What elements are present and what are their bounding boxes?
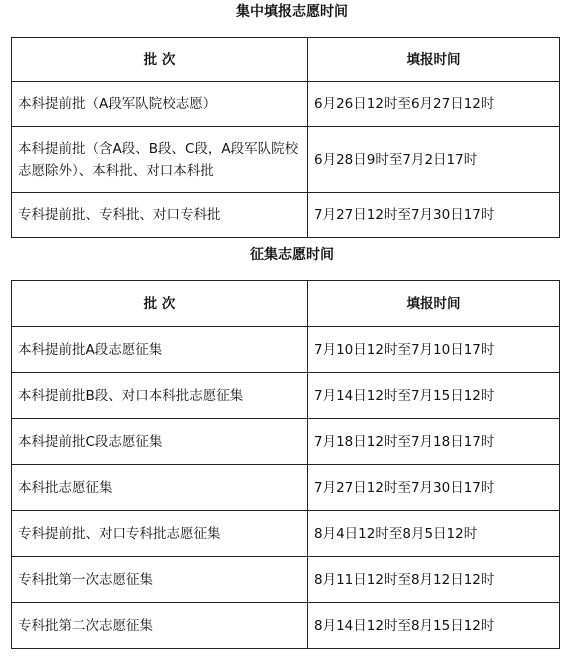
batch-cell: 本科提前批C段志愿征集 — [12, 419, 308, 465]
time-cell: 7月14日12时至7月15日12时 — [308, 373, 560, 419]
table-row — [12, 373, 560, 419]
time-cell: 7月10日12时至7月10日17时 — [308, 327, 560, 373]
batch-cell: 本科提前批B段、对口本科批志愿征集 — [12, 373, 308, 419]
section-title-centralized: 集中填报志愿时间 — [236, 4, 348, 20]
time-cell: 7月27日12时至7月30日17时 — [308, 193, 560, 238]
time-cell: 7月27日12时至7月30日17时 — [308, 465, 560, 511]
batch-cell: 本科提前批（含A段、B段、C段，A段军队院校志愿除外）、本科批、对口本科批 — [12, 127, 308, 193]
header-time: 填报时间 — [308, 38, 560, 82]
time-cell: 6月26日12时至6月27日12时 — [308, 82, 560, 127]
time-cell: 8月11日12时至8月12日12时 — [308, 557, 560, 603]
table-row — [12, 419, 560, 465]
table-row — [12, 603, 560, 649]
table-header-row — [12, 281, 560, 327]
section-title-solicitation: 征集志愿时间 — [250, 247, 334, 263]
batch-cell: 专科提前批、对口专科批志愿征集 — [12, 511, 308, 557]
batch-cell: 本科提前批（A段军队院校志愿） — [12, 82, 308, 127]
time-cell: 8月4日12时至8月5日12时 — [308, 511, 560, 557]
batch-cell: 专科批第二次志愿征集 — [12, 603, 308, 649]
table-row — [12, 465, 560, 511]
time-cell: 7月18日12时至7月18日17时 — [308, 419, 560, 465]
batch-cell: 本科批志愿征集 — [12, 465, 308, 511]
table-row — [12, 327, 560, 373]
table-row — [12, 511, 560, 557]
batch-cell: 专科提前批、专科批、对口专科批 — [12, 193, 308, 238]
time-cell: 8月14日12时至8月15日12时 — [308, 603, 560, 649]
time-cell: 6月28日9时至7月2日17时 — [308, 127, 560, 193]
header-batch: 批 次 — [12, 281, 308, 327]
table-row — [12, 193, 560, 238]
batch-cell: 专科批第一次志愿征集 — [12, 557, 308, 603]
table-row — [12, 82, 560, 127]
header-time: 填报时间 — [308, 281, 560, 327]
centralized-schedule-table — [11, 37, 560, 238]
header-batch: 批 次 — [12, 38, 308, 82]
table-row — [12, 557, 560, 603]
table-header-row — [12, 38, 560, 82]
solicitation-schedule-table — [11, 280, 560, 649]
batch-cell: 本科提前批A段志愿征集 — [12, 327, 308, 373]
table-row — [12, 127, 560, 193]
